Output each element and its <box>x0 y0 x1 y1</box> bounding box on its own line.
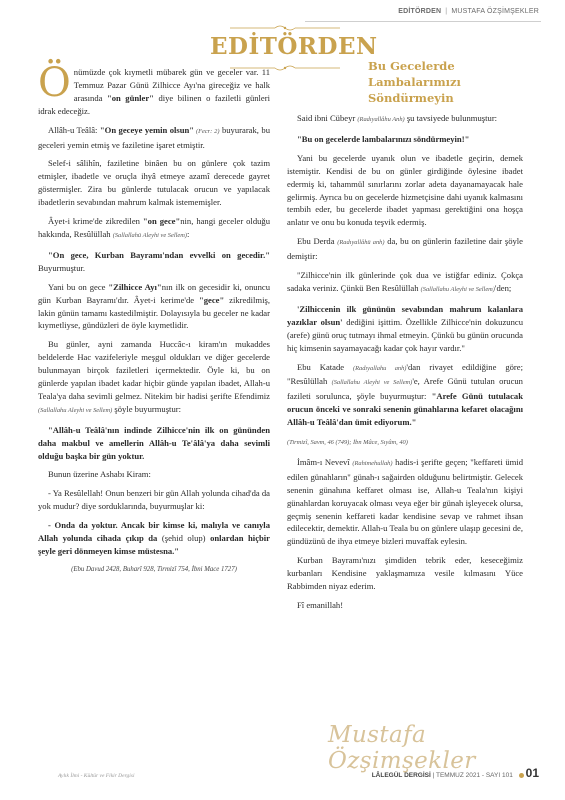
subtitle-line-1: Bu Gecelerde <box>368 59 455 73</box>
footer-magazine: LÂLEGÜL DERGİSİ <box>371 772 431 779</box>
paragraph: Said ibni Cübeyr (Radıyallâhu Anh) şu tavsiyede bulunmuştur: <box>297 113 498 123</box>
drop-cap: Ö <box>38 60 71 106</box>
article-subtitle <box>368 58 488 106</box>
ornament-top <box>210 24 360 32</box>
quote: "On gece, Kurban Bayramı'ndan evvelki on gecedir." Buyurmuştur. <box>38 249 270 273</box>
reference: (Ebu Davud 2428, Buharî 928, Tirmizî 754, İbni Mace 1727) <box>71 565 237 573</box>
header-section: EDİTÖRDEN <box>398 8 442 15</box>
hadith-quote: "Allâh-u Teâlâ'nın indinde Zilhicce'nin ilk on gününden daha makbul ve amellerin Allâh-u Te'âlâ'ya daha sevimli olduğu başka bir gün yoktur. <box>38 424 270 461</box>
header-separator: | <box>445 8 448 15</box>
footer-issue: TEMMUZ 2021 - SAYI 101 <box>436 772 513 779</box>
page-number: 01 <box>525 766 539 780</box>
subtitle-line-3: Söndürmeyin <box>368 91 454 105</box>
paragraph: Ebu Katade (Radıyallahu anh)'dan rivayet edildiğine göre; "Resûlüllah (Sallallahu Aleyhi ve Sellem)'e, Arefe Günü tutulan orucun fazileti sorulunca, şöyle buyurmuştur: "Arefe Günü tutulacak orucun önceki ve sonraki senenin günahlarına kefaret olacağını Allâh-u Teâlâ'dan ümit ediyorum." <box>287 361 523 428</box>
left-column <box>38 60 271 577</box>
paragraph: 'Zilhiccenin ilk gününün sevabından mahrum kalanlara yazıklar olsun' dediğini işittim. Özellikle Zilhicce'nin dokuzuncu (arefe) günü oruç tutmayı ihmal etmeyin. Çünkü bu günün orucunda hiç kimsenin sayamayacağı kadar çok hayır vardır." <box>287 303 523 353</box>
header-rule <box>305 21 541 22</box>
subtitle-line-2: Lambalarımızı <box>368 75 461 89</box>
paragraph: Yani bu gecelerde uyanık olun ve ibadetle geçirin, demek istemiştir. Kendisi de bu on günler girdiğinde öylesine ibadet edermiş ki, tahammül sınırlarını zorlar adeta dayanamayacak hale gelirmiş. Ayrıca bu on gecelerde hizmetçisine dahi uyanık kalmasını tembih eder, bu gecelerde ibadet yapması gerektiğini ona hoşça anlatır ve onu bu konuda teşvik edermiş. <box>287 152 523 228</box>
paragraph: Selef-i sâlihîn, faziletine binâen bu on günlere çok tazim etmişler, ibadetle ve oruçla ihyâ etmeye azamî derecede gayret göstermişler. Zira bu günlerde tutulacak orucun ve yapılacak ibadetlerin sevabından mahrum kalmak istememişler. <box>38 158 270 208</box>
paragraph: Âyet-i krime'de zikredilen "on gece"nin, hangi geceler olduğu hakkında, Resûlüllah (Sallallahü Aleyhi ve Sellem): <box>38 216 271 239</box>
hadith-quote: - Onda da yoktur. Ancak bir kimse ki, malıyla ve canıyla Allah yolunda cihada çıkıp da (şehid olup) onlardan hiçbir şeyle geri dönmeyen kimse müstesna." <box>38 520 270 556</box>
paragraph: Kurban Bayramı'nızı şimdiden tebrik eder, keseceğimiz kurbanları Kendisine yaklaşmamıza vesile kılmasını Yüce Rabbimden niyaz ederim. <box>287 555 523 592</box>
paragraph: İmâm-ı Nevevî (Rahimehullah) hadis-i şerifte geçen; "keffareti ümid edilen günahların" günah-ı sağairden olduğunu belirtmiştir. Gelecek senenin günahına keffaret olması ise, Allah-u Teala'nın kişiyi günahlardan koruyacak olması veya eğer bir günah işleyecek olursa, geçmiş senenin keffareti kadar kendisine sevap ve rahmet ihsan edilecektir, demektir. Allah-u Teala bu on günlere ulaşıp gecesini de, gündüzünü de ihya etmeye bizleri muvaffak eylesin. <box>287 456 523 547</box>
signature: Mustafa Özşimşekler <box>328 722 476 774</box>
paragraph: Bunun üzerine Ashabı Kiram: <box>48 469 151 480</box>
right-column <box>287 112 523 618</box>
intro-paragraph: Önümüzde çok kıymetli mübarek gün ve geceler var. 11 Temmuz Pazar Günü Zilhicce Ayı'na gireceğiz ve halk arasında "on günler" diye bilinen o faziletli günleri idrak edeceğiz. <box>38 60 270 116</box>
reference: (Tirmizî, Savm, 46 (749); İbn Mâce, Sıyâm, 40) <box>287 439 408 447</box>
paragraph: - Ya Resûlellah! Onun benzeri bir gün Allah yolunda cihad'da da yok mudur? diye sorduklarında, buyurmuşlar ki: <box>38 488 270 512</box>
page-dot <box>519 773 524 778</box>
closing: Fî emanillah! <box>297 600 344 610</box>
page-header <box>398 8 539 15</box>
footer-tagline: Aylık İlmi - Kültür ve Fikir Dergisi <box>58 773 135 779</box>
paragraph: Bu günler, ayni zamanda Huccâc-ı kiram'ın mukaddes beldelerde Hac vazifeleriyle meşgul oldukları ve diğer gecelerde bulunmayan birçok faziletleri içermektedir. Öyle ki, bu on günlerde yapılan ibadet kadar hiçbir günde yapılan ibadet, Allah-u Teala'ya daha sevimli gelmez. Nitekim bir hadisi şerifte Efendimiz (Sallallahu Aleyhi ve Sellem) şöyle buyurmuştur: <box>38 339 270 414</box>
paragraph: Allâh-u Teâlâ: "On geceye yemin olsun" (Fecr: 2) buyurarak, bu geceleri yemin etmiş ve faziletine işaret etmiştir. <box>38 124 270 150</box>
page-footer <box>372 766 539 780</box>
masthead-title: EDİTÖRDEN <box>210 33 378 60</box>
footer-separator: | <box>432 772 436 779</box>
paragraph: "Zilhicce'nin ilk günlerinde çok dua ve istiğfar ediniz. Çokça sadaka veriniz. Çünkü Ben Resûlüllah (Sallallahu Aleyhi ve Sellem)'den; <box>287 270 523 293</box>
paragraph: Ebu Derda (Radıyallâhü anh) da, bu on günlerin faziletine dair şöyle demiştir: <box>287 236 523 262</box>
quote: "Bu on gecelerde lambalarınızı söndürmeyin!" <box>297 133 470 144</box>
header-author: MUSTAFA ÖZŞİMŞEKLER <box>451 8 539 15</box>
paragraph: Yani bu on gece "Zilhicce Ayı"nın ilk on gecesidir ki, onuncu gün Kurban Bayramı'dır. Âyet-i kerime'de "gece" zikredilmiş, lakin günün tamamı kastedilmiştir. Dolayısıyla bu geceler ne kadar kıymetliyse, gündüzleri de öyle kıymetlidir. <box>38 281 270 331</box>
masthead <box>210 24 378 72</box>
